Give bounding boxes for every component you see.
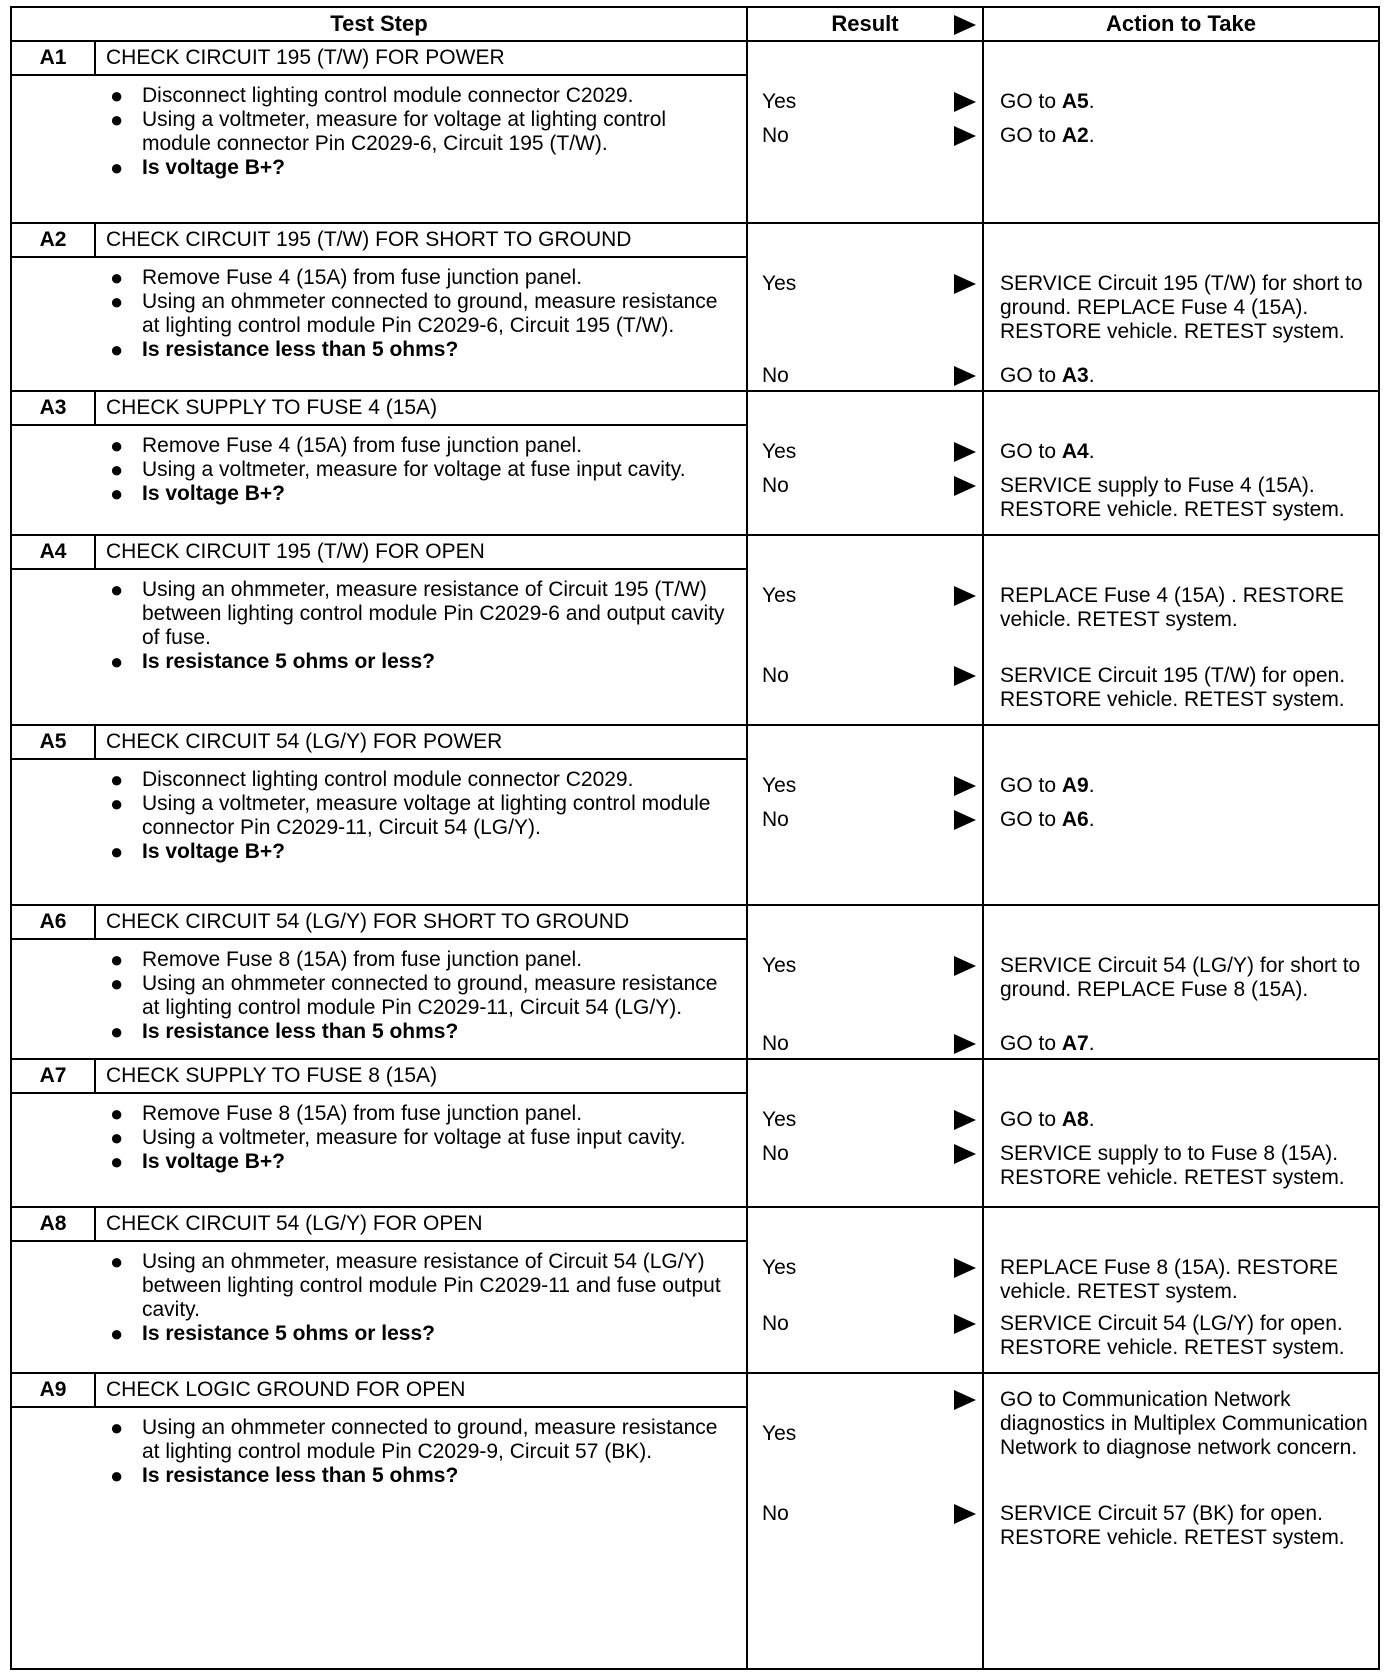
action-column (984, 906, 1378, 1058)
instruction-list (12, 940, 746, 1044)
arrow-right-icon (954, 366, 976, 386)
action-column (984, 1208, 1378, 1372)
instruction-text: Is voltage B+? (142, 1150, 285, 1173)
action-text-main: SERVICE Circuit 54 (LG/Y) for open. RESTORE vehicle. RETEST system. (1000, 1312, 1345, 1359)
action-text-main: GO to (1000, 124, 1062, 147)
header-result (748, 8, 984, 42)
action-text-end: . (1088, 808, 1095, 831)
action-column (984, 1060, 1378, 1206)
result-no-label: No (762, 664, 789, 687)
action-text (1000, 124, 1368, 148)
result-yes-label: Yes (762, 584, 797, 607)
arrow-right-icon (954, 1258, 976, 1278)
result-column (748, 1208, 984, 1372)
result-column (748, 726, 984, 904)
action-text-main: GO to (1000, 364, 1062, 387)
action-text (1000, 1312, 1368, 1360)
step-title: CHECK CIRCUIT 195 (T/W) FOR POWER (96, 42, 748, 76)
result-column (748, 1374, 984, 1668)
step-id: A7 (12, 1060, 96, 1094)
test-step-block (12, 536, 1378, 726)
instruction-text: Remove Fuse 4 (15A) from fuse junction panel. (142, 434, 583, 457)
step-title: CHECK CIRCUIT 195 (T/W) FOR OPEN (96, 536, 748, 570)
arrow-right-icon (954, 956, 976, 976)
action-step-reference: A9 (1061, 774, 1089, 797)
result-no-label: No (762, 1142, 789, 1165)
result-no-label: No (762, 808, 789, 831)
action-step-reference: A6 (1061, 808, 1089, 831)
action-text (1000, 584, 1368, 632)
action-column (984, 536, 1378, 724)
result-no-label: No (762, 364, 789, 387)
instruction-question (12, 482, 746, 506)
step-id: A8 (12, 1208, 96, 1242)
step-id: A9 (12, 1374, 96, 1408)
step-id: A1 (12, 42, 96, 76)
result-yes-label: Yes (762, 1422, 797, 1445)
action-text (1000, 954, 1368, 1002)
instruction-list (12, 760, 746, 864)
instruction-text: Using an ohmmeter, measure resistance of Circuit 54 (LG/Y) between lighting control module Pin C2029-11 and fuse output cavity. (142, 1250, 721, 1321)
step-title: CHECK LOGIC GROUND FOR OPEN (96, 1374, 748, 1408)
action-text (1000, 1256, 1368, 1304)
header-action: Action to Take (984, 8, 1378, 42)
instruction-text: Remove Fuse 8 (15A) from fuse junction panel. (142, 948, 583, 971)
action-text-end: . (1088, 124, 1095, 147)
instruction-text: Using a voltmeter, measure for voltage at fuse input cavity. (142, 458, 686, 481)
action-text-main: SERVICE Circuit 195 (T/W) for short to ground. REPLACE Fuse 4 (15A). RESTORE vehicle. RETEST system. (1000, 272, 1363, 343)
instruction-text: Disconnect lighting control module connector C2029. (142, 84, 634, 107)
test-step-block (12, 42, 1378, 224)
instruction-item (12, 108, 746, 156)
arrow-right-icon (954, 586, 976, 606)
instruction-item (12, 1102, 746, 1126)
bullet-icon: ● (110, 1463, 124, 1488)
instruction-text: Remove Fuse 8 (15A) from fuse junction panel. (142, 1102, 583, 1125)
step-title: CHECK SUPPLY TO FUSE 8 (15A) (96, 1060, 748, 1094)
instruction-item (12, 290, 746, 338)
instruction-question (12, 1322, 746, 1346)
action-column (984, 726, 1378, 904)
arrow-right-icon (954, 476, 976, 496)
step-title: CHECK CIRCUIT 54 (LG/Y) FOR OPEN (96, 1208, 748, 1242)
result-column (748, 1060, 984, 1206)
instruction-list (12, 258, 746, 362)
instruction-list (12, 570, 746, 674)
instruction-text: Is resistance less than 5 ohms? (142, 1464, 459, 1487)
result-column (748, 536, 984, 724)
action-text-end: . (1088, 1108, 1095, 1131)
action-text-main: GO to (1000, 440, 1062, 463)
action-text (1000, 1388, 1368, 1460)
action-text-main: SERVICE supply to Fuse 4 (15A). RESTORE vehicle. RETEST system. (1000, 474, 1345, 521)
action-text-main: GO to (1000, 774, 1062, 797)
action-column (984, 392, 1378, 534)
step-instructions (12, 76, 748, 222)
result-column (748, 906, 984, 1058)
instruction-question (12, 1020, 746, 1044)
instruction-item (12, 792, 746, 840)
result-no-label: No (762, 1032, 789, 1055)
action-text (1000, 664, 1368, 712)
action-step-reference: A2 (1061, 124, 1089, 147)
bullet-icon: ● (110, 155, 124, 180)
bullet-icon: ● (110, 971, 124, 996)
instruction-item (12, 458, 746, 482)
result-yes-label: Yes (762, 1256, 797, 1279)
instruction-question (12, 650, 746, 674)
result-no-label: No (762, 474, 789, 497)
action-text (1000, 1108, 1368, 1132)
step-instructions (12, 1242, 748, 1372)
arrow-right-icon (954, 1390, 976, 1410)
bullet-icon: ● (110, 649, 124, 674)
step-id: A4 (12, 536, 96, 570)
instruction-item (12, 578, 746, 650)
instruction-list (12, 1408, 746, 1488)
bullet-icon: ● (110, 337, 124, 362)
instruction-item (12, 266, 746, 290)
arrow-right-icon (954, 92, 976, 112)
header-result-label: Result (831, 11, 899, 36)
bullet-icon: ● (110, 767, 124, 792)
action-text-end: . (1088, 90, 1095, 113)
test-step-block (12, 1208, 1378, 1374)
bullet-icon: ● (110, 577, 124, 602)
bullet-icon: ● (110, 1415, 124, 1440)
action-step-reference: A7 (1061, 1032, 1089, 1055)
instruction-item (12, 1126, 746, 1150)
arrow-right-icon (954, 1504, 976, 1524)
bullet-icon: ● (110, 1321, 124, 1346)
action-text-main: REPLACE Fuse 4 (15A) . RESTORE vehicle. RETEST system. (1000, 584, 1344, 631)
bullet-icon: ● (110, 839, 124, 864)
action-text (1000, 364, 1368, 388)
test-step-block (12, 224, 1378, 392)
arrow-right-icon (954, 15, 976, 35)
action-step-reference: A3 (1061, 364, 1089, 387)
arrow-right-icon (954, 274, 976, 294)
action-text-end: . (1088, 1032, 1095, 1055)
result-column (748, 392, 984, 534)
instruction-text: Using a voltmeter, measure for voltage at fuse input cavity. (142, 1126, 686, 1149)
bullet-icon: ● (110, 83, 124, 108)
action-text-main: SERVICE Circuit 195 (T/W) for open. RESTORE vehicle. RETEST system. (1000, 664, 1346, 711)
step-title: CHECK CIRCUIT 54 (LG/Y) FOR POWER (96, 726, 748, 760)
instruction-item (12, 972, 746, 1020)
instruction-text: Is resistance 5 ohms or less? (142, 1322, 435, 1345)
step-title: CHECK CIRCUIT 195 (T/W) FOR SHORT TO GROUND (96, 224, 748, 258)
action-text-main: REPLACE Fuse 8 (15A). RESTORE vehicle. RETEST system. (1000, 1256, 1339, 1303)
arrow-right-icon (954, 1144, 976, 1164)
instruction-item (12, 1250, 746, 1322)
result-yes-label: Yes (762, 440, 797, 463)
bullet-icon: ● (110, 1101, 124, 1126)
arrow-right-icon (954, 1314, 976, 1334)
arrow-right-icon (954, 810, 976, 830)
bullet-icon: ● (110, 1149, 124, 1174)
instruction-text: Is voltage B+? (142, 482, 285, 505)
action-text (1000, 272, 1368, 344)
action-text-main: GO to Communication Network diagnostics in Multiplex Communication Network to diagnose network concern. (1000, 1388, 1368, 1459)
instruction-text: Is resistance 5 ohms or less? (142, 650, 435, 673)
action-text-main: SERVICE Circuit 54 (LG/Y) for short to ground. REPLACE Fuse 8 (15A). (1000, 954, 1361, 1001)
instruction-question (12, 338, 746, 362)
instruction-text: Using an ohmmeter connected to ground, measure resistance at lighting control module Pin C2029-11, Circuit 54 (LG/Y). (142, 972, 718, 1019)
instruction-text: Is resistance less than 5 ohms? (142, 1020, 459, 1043)
instruction-text: Is resistance less than 5 ohms? (142, 338, 459, 361)
step-instructions (12, 940, 748, 1058)
instruction-item (12, 768, 746, 792)
instruction-list (12, 76, 746, 180)
result-column (748, 42, 984, 222)
test-step-block (12, 726, 1378, 906)
action-step-reference: A5 (1061, 90, 1089, 113)
test-step-block (12, 1060, 1378, 1208)
action-text-main: SERVICE supply to to Fuse 8 (15A). RESTORE vehicle. RETEST system. (1000, 1142, 1345, 1189)
instruction-text: Using an ohmmeter, measure resistance of Circuit 195 (T/W) between lighting control module Pin C2029-6 and output cavity of fuse. (142, 578, 725, 649)
result-no-label: No (762, 1502, 789, 1525)
arrow-right-icon (954, 666, 976, 686)
action-step-reference: A8 (1061, 1108, 1089, 1131)
step-instructions (12, 1094, 748, 1206)
result-no-label: No (762, 1312, 789, 1335)
instruction-question (12, 1464, 746, 1488)
instruction-list (12, 1242, 746, 1346)
instruction-question (12, 156, 746, 180)
result-yes-label: Yes (762, 90, 797, 113)
action-text-main: SERVICE Circuit 57 (BK) for open. RESTORE vehicle. RETEST system. (1000, 1502, 1345, 1549)
result-yes-label: Yes (762, 954, 797, 977)
instruction-text: Using an ohmmeter connected to ground, measure resistance at lighting control module Pin C2029-6, Circuit 195 (T/W). (142, 290, 718, 337)
instruction-text: Using a voltmeter, measure voltage at lighting control module connector Pin C2029-11, Circuit 54 (LG/Y). (142, 792, 711, 839)
bullet-icon: ● (110, 457, 124, 482)
bullet-icon: ● (110, 265, 124, 290)
result-no-label: No (762, 124, 789, 147)
instruction-list (12, 1094, 746, 1174)
step-id: A2 (12, 224, 96, 258)
action-text (1000, 808, 1368, 832)
step-id: A3 (12, 392, 96, 426)
instruction-text: Disconnect lighting control module connector C2029. (142, 768, 634, 791)
test-step-block (12, 392, 1378, 536)
test-step-block (12, 1374, 1378, 1668)
action-text (1000, 1032, 1368, 1056)
step-title: CHECK SUPPLY TO FUSE 4 (15A) (96, 392, 748, 426)
bullet-icon: ● (110, 1019, 124, 1044)
diagnostic-table (10, 6, 1380, 1670)
step-instructions (12, 258, 748, 390)
instruction-item (12, 948, 746, 972)
arrow-right-icon (954, 1110, 976, 1130)
action-text (1000, 474, 1368, 522)
instruction-item (12, 1416, 746, 1464)
step-instructions (12, 570, 748, 724)
step-title: CHECK CIRCUIT 54 (LG/Y) FOR SHORT TO GROUND (96, 906, 748, 940)
action-text (1000, 774, 1368, 798)
action-step-reference: A4 (1061, 440, 1089, 463)
result-yes-label: Yes (762, 774, 797, 797)
instruction-item (12, 84, 746, 108)
result-column (748, 224, 984, 390)
bullet-icon: ● (110, 1125, 124, 1150)
header-test-step: Test Step (12, 8, 748, 42)
result-yes-label: Yes (762, 1108, 797, 1131)
bullet-icon: ● (110, 1249, 124, 1274)
action-column (984, 224, 1378, 390)
arrow-right-icon (954, 442, 976, 462)
step-id: A6 (12, 906, 96, 940)
arrow-right-icon (954, 126, 976, 146)
action-text-main: GO to (1000, 1032, 1062, 1055)
result-yes-label: Yes (762, 272, 797, 295)
instruction-text: Is voltage B+? (142, 840, 285, 863)
action-column (984, 42, 1378, 222)
instruction-text: Using a voltmeter, measure for voltage at lighting control module connector Pin C2029-6, Circuit 195 (T/W). (142, 108, 667, 155)
arrow-right-icon (954, 1034, 976, 1054)
instruction-list (12, 426, 746, 506)
bullet-icon: ● (110, 481, 124, 506)
bullet-icon: ● (110, 791, 124, 816)
instruction-question (12, 840, 746, 864)
action-text-end: . (1088, 364, 1095, 387)
instruction-item (12, 434, 746, 458)
bullet-icon: ● (110, 433, 124, 458)
step-id: A5 (12, 726, 96, 760)
step-instructions (12, 760, 748, 904)
action-text (1000, 1502, 1368, 1550)
test-step-block (12, 906, 1378, 1060)
instruction-text: Using an ohmmeter connected to ground, measure resistance at lighting control module Pin C2029-9, Circuit 57 (BK). (142, 1416, 718, 1463)
instruction-text: Is voltage B+? (142, 156, 285, 179)
step-instructions (12, 426, 748, 534)
action-text (1000, 440, 1368, 464)
arrow-right-icon (954, 776, 976, 796)
action-text-end: . (1088, 440, 1095, 463)
bullet-icon: ● (110, 107, 124, 132)
action-text (1000, 90, 1368, 114)
step-instructions (12, 1408, 748, 1668)
action-text-end: . (1088, 774, 1095, 797)
bullet-icon: ● (110, 947, 124, 972)
action-text-main: GO to (1000, 90, 1062, 113)
bullet-icon: ● (110, 289, 124, 314)
action-text-main: GO to (1000, 1108, 1062, 1131)
action-column (984, 1374, 1378, 1668)
action-text (1000, 1142, 1368, 1190)
action-text-main: GO to (1000, 808, 1062, 831)
instruction-text: Remove Fuse 4 (15A) from fuse junction panel. (142, 266, 583, 289)
instruction-question (12, 1150, 746, 1174)
